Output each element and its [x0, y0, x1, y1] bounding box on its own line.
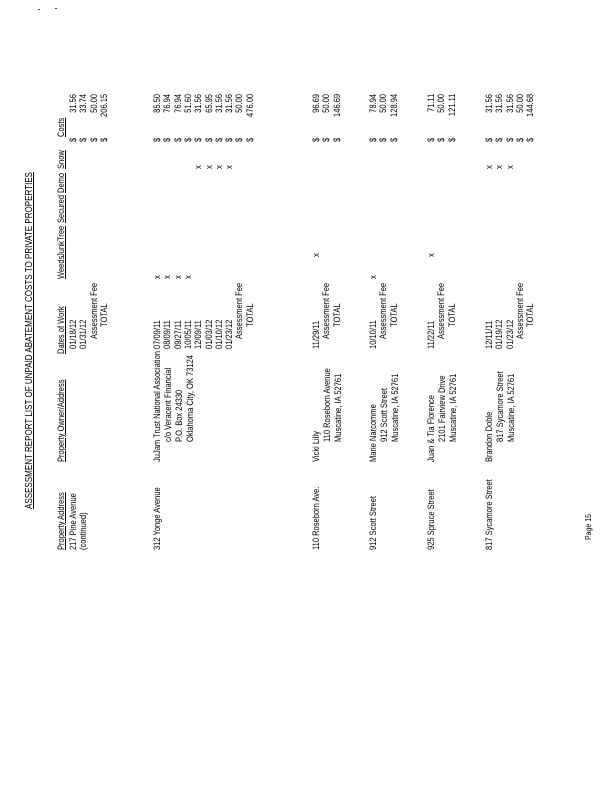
row-label: TOTAL	[446, 303, 457, 327]
cost-value: 476.00	[244, 94, 255, 118]
cost-value: 146.69	[331, 94, 342, 118]
column-header: Weeds	[56, 255, 66, 279]
row-label: TOTAL	[244, 303, 255, 327]
cost-value: 50.00	[234, 94, 245, 113]
column-header: Secured	[56, 194, 66, 223]
owner-line: Juan & Tia Florence	[426, 394, 436, 462]
cost-value: 31.56	[224, 94, 235, 113]
cost-value: 96.69	[311, 94, 321, 113]
currency-symbol: $	[484, 137, 494, 142]
cost-value: 71.11	[426, 94, 436, 113]
work-date: 10/05/11	[182, 320, 193, 349]
cost-value: 50.00	[436, 94, 447, 113]
currency-symbol: $	[504, 137, 515, 142]
work-mark: x	[311, 253, 321, 257]
work-date: 01/18/12	[68, 319, 78, 349]
cost-value: 128.94	[388, 94, 399, 118]
work-date: 09/27/11	[172, 320, 183, 349]
currency-symbol: $	[331, 137, 342, 142]
currency-symbol: $	[436, 137, 447, 142]
work-mark: x	[224, 165, 235, 169]
owner-line: Muscatine, IA 52761	[448, 373, 459, 442]
owner-line: Marie Narcomme	[368, 404, 378, 462]
rotated-report	[5, 0, 605, 612]
work-mark: x	[213, 165, 224, 169]
currency-symbol: $	[68, 137, 78, 142]
cost-value: 33.74	[78, 94, 89, 113]
cost-value: 31.56	[68, 94, 78, 113]
cost-value: 51.60	[182, 94, 193, 113]
row-label: Assessment Fee	[378, 282, 389, 339]
work-date: 01/10/12	[213, 319, 224, 349]
column-header: Dates of Work	[56, 306, 66, 354]
owner-line: 912 Scott Street	[379, 387, 390, 442]
column-header: Snow	[56, 150, 66, 169]
owner-line: Oklahoma City, OK 73124	[185, 355, 196, 442]
currency-symbol: $	[494, 137, 505, 142]
cost-value: 85.50	[152, 94, 162, 113]
currency-symbol: $	[368, 137, 378, 142]
row-label: Assessment Fee	[88, 282, 99, 339]
currency-symbol: $	[321, 137, 332, 142]
property-address: 110 Roseborn Ave.	[311, 486, 321, 550]
row-label: TOTAL	[388, 303, 399, 327]
currency-symbol: $	[98, 137, 109, 142]
owner-line: Vicki Lilly	[311, 431, 321, 462]
work-mark: x	[172, 275, 183, 279]
column-header: Tree	[56, 225, 66, 241]
work-date: 11/29/11	[311, 320, 321, 349]
cost-value: 31.56	[504, 94, 515, 113]
work-mark: x	[484, 165, 494, 169]
currency-symbol: $	[152, 137, 162, 142]
currency-symbol: $	[311, 137, 321, 142]
cost-value: 78.94	[368, 94, 378, 113]
cost-value: 50.00	[88, 94, 99, 113]
work-date: 01/23/12	[224, 319, 235, 349]
currency-symbol: $	[162, 137, 173, 142]
currency-symbol: $	[234, 137, 245, 142]
currency-symbol: $	[514, 137, 525, 142]
work-mark: x	[193, 165, 204, 169]
row-label: TOTAL	[331, 303, 342, 327]
property-address: 817 Sycamore Street	[484, 479, 494, 550]
cost-value: 65.95	[203, 94, 214, 113]
cost-value: 144.68	[525, 94, 536, 118]
row-label: Assessment Fee	[321, 282, 332, 339]
cost-value: 50.00	[378, 94, 389, 113]
work-mark: x	[494, 165, 505, 169]
owner-line: 2101 Fairview Drive	[437, 375, 448, 442]
property-address: 217 Pine Avenue	[68, 493, 78, 550]
row-label: TOTAL	[525, 303, 536, 327]
owner-line: 817 Sycamore Street	[495, 371, 506, 442]
row-label: Assessment Fee	[514, 282, 525, 339]
currency-symbol: $	[203, 137, 214, 142]
column-header: Junk	[56, 241, 66, 257]
work-date: 08/09/11	[162, 320, 173, 349]
currency-symbol: $	[213, 137, 224, 142]
owner-line: P.O. Box 24330	[174, 389, 185, 442]
owner-line: c/o Veracent Financial	[163, 367, 174, 442]
column-header: Property Address	[56, 492, 66, 550]
currency-symbol: $	[193, 137, 204, 142]
owner-line: 110 Roseborn Avenue	[322, 368, 333, 442]
currency-symbol: $	[182, 137, 193, 142]
cost-value: 31.56	[213, 94, 224, 113]
work-date: 01/31/12	[78, 319, 89, 349]
work-mark: x	[504, 165, 515, 169]
work-mark: x	[368, 275, 378, 279]
cost-value: 206.15	[98, 94, 109, 118]
page-number: Page 15	[583, 514, 593, 540]
work-date: 12/11/11	[484, 320, 494, 349]
currency-symbol: $	[88, 137, 99, 142]
report-title: ASSESSMENT REPORT LIST OF UNPAID ABATEMENT COSTS TO PRIVATE PROPERTIES	[24, 171, 35, 509]
work-mark: x	[203, 165, 214, 169]
cost-value: 76.94	[172, 94, 183, 113]
work-date: 01/03/12	[203, 319, 214, 349]
column-header: Property Owner/Address	[56, 379, 66, 462]
cost-value: 121.11	[446, 94, 457, 117]
cost-value: 31.56	[484, 94, 494, 113]
work-date: 12/09/11	[193, 320, 204, 349]
row-label: TOTAL	[98, 303, 109, 327]
cost-value: 76.94	[162, 94, 173, 113]
currency-symbol: $	[378, 137, 389, 142]
row-label: Assessment Fee	[436, 282, 447, 339]
owner-line: Muscatine, IA 52761	[390, 373, 401, 442]
work-date: 01/23/12	[504, 319, 515, 349]
work-mark: x	[162, 275, 173, 279]
currency-symbol: $	[426, 137, 436, 142]
owner-line: Brandon Doble	[484, 411, 494, 462]
work-mark: x	[152, 275, 162, 279]
work-date: 07/09/11	[152, 320, 162, 349]
cost-value: 50.00	[321, 94, 332, 113]
currency-symbol: $	[172, 137, 183, 142]
work-date: 11/22/11	[426, 320, 436, 349]
work-date: 10/10/11	[368, 320, 378, 349]
work-mark: x	[182, 275, 193, 279]
property-address: 925 Spruce Street	[426, 489, 436, 550]
property-address: 312 Yonge Avenue	[152, 487, 162, 550]
property-address: 912 Scott Street	[368, 495, 378, 550]
column-header: Costs	[56, 117, 66, 137]
currency-symbol: $	[244, 137, 255, 142]
currency-symbol: $	[224, 137, 235, 142]
work-date: 01/19/12	[494, 319, 505, 349]
currency-symbol: $	[388, 137, 399, 142]
column-header: Demo	[56, 172, 66, 193]
owner-line: Muscatine, IA 52761	[333, 373, 344, 442]
cost-value: 50.00	[514, 94, 525, 113]
row-label: Assessment Fee	[234, 282, 245, 339]
owner-line: JuJam Trust National Association	[152, 351, 162, 462]
owner-line: Muscatine, IA 52761	[506, 373, 517, 442]
cost-value: 31.56	[193, 94, 204, 113]
currency-symbol: $	[78, 137, 89, 142]
property-address: (continued)	[78, 512, 89, 550]
cost-value: 31.56	[494, 94, 505, 113]
currency-symbol: $	[446, 137, 457, 142]
currency-symbol: $	[525, 137, 536, 142]
work-mark: x	[426, 253, 436, 257]
